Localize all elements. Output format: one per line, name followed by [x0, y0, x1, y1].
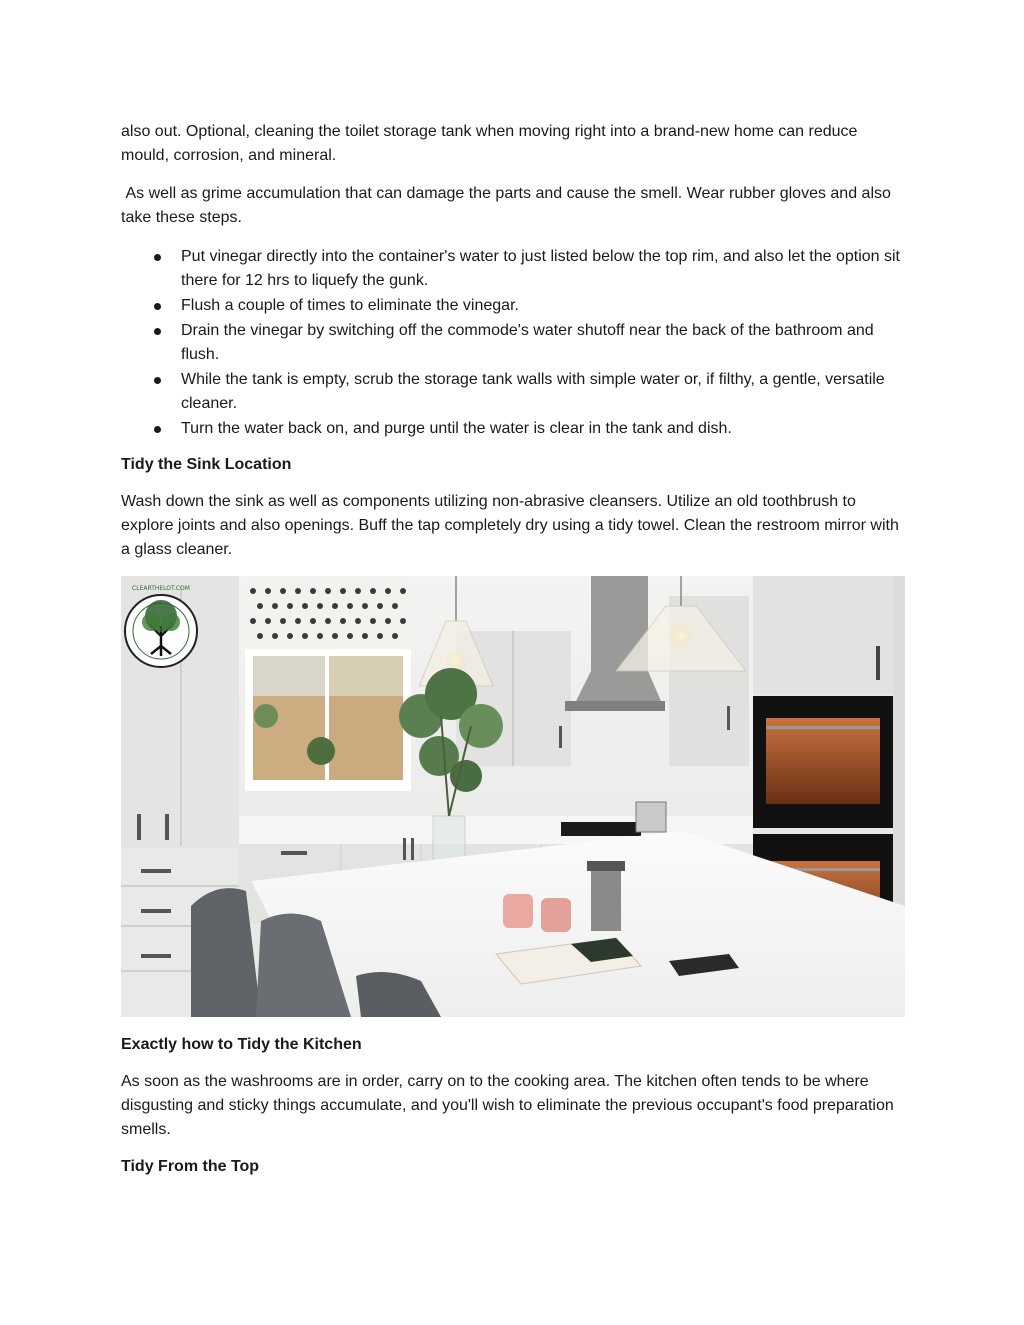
list-item: Turn the water back on, and purge until the water is clear in the tank and dish. [121, 417, 906, 441]
document-content [121, 120, 906, 1192]
steps-list [121, 245, 906, 441]
logo-seal-icon [125, 595, 197, 667]
list-item: Flush a couple of times to eliminate the vinegar. [121, 294, 906, 318]
logo-text: CLEARTHELOT.COM [132, 585, 190, 592]
list-item: While the tank is empty, scrub the storage tank walls with simple water or, if filthy, a gentle, versatile cleaner. [121, 368, 906, 416]
list-item: Drain the vinegar by switching off the commode's water shutoff near the back of the bathroom and flush. [121, 319, 906, 367]
list-item: Put vinegar directly into the container's water to just listed below the top rim, and also let the option sit there for 12 hrs to liquefy the gunk. [121, 245, 906, 293]
kitchen-paragraph: As soon as the washrooms are in order, carry on to the cooking area. The kitchen often tends to be where disgusting and sticky things accumulate, and you'll wish to eliminate the previous occupant's food preparation smells. [121, 1073, 894, 1138]
grime-paragraph: As well as grime accumulation that can damage the parts and cause the smell. Wear rubber gloves and also take these steps. [121, 185, 896, 226]
hob [561, 822, 641, 836]
kitchen-heading: Exactly how to Tidy the Kitchen [121, 1036, 362, 1053]
sink-heading: Tidy the Sink Location [121, 456, 292, 473]
top-heading: Tidy From the Top [121, 1158, 260, 1175]
sink-paragraph: Wash down the sink as well as components utilizing non-abrasive cleansers. Utilize an old toothbrush to explore joints and also openings. Buff the tap completely dry using a tidy towel. Clean the restroom mirror with a glass cleaner. [121, 493, 899, 558]
french-press [591, 871, 621, 931]
intro-paragraph: also out. Optional, cleaning the toilet storage tank when moving right into a brand-new home can reduce mould, corrosion, and mineral. [121, 123, 858, 164]
kitchen-photo [121, 576, 905, 1017]
